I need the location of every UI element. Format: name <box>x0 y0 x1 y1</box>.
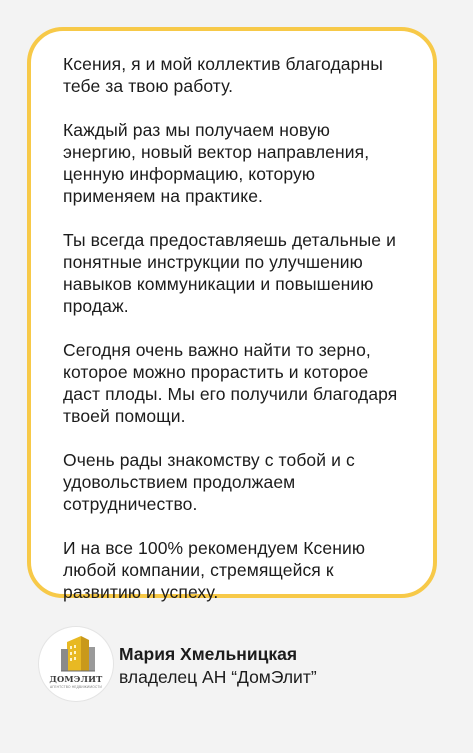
author-block <box>39 627 439 705</box>
testimonial-paragraph: Ты всегда предоставляешь детальные и понятные инструкции по улучшению навыков коммуникации и повышению продаж. <box>63 230 396 316</box>
company-logo <box>39 627 113 701</box>
testimonial-paragraph: И на все 100% рекомендуем Ксению любой компании, стремящейся к развитию и успеху. <box>63 538 366 602</box>
testimonial-paragraph: Ксения, я и мой коллектив благодарны тебе за твою работу. <box>63 54 383 96</box>
testimonial-paragraph: Очень рады знакомству с тобой и с удовольствием продолжаем сотрудничество. <box>63 450 355 514</box>
testimonial-paragraph: Сегодня очень важно найти то зерно, которое можно прорастить и которое даст плоды. Мы его получили благодаря твоей помощи. <box>63 340 398 426</box>
testimonial-card <box>27 27 437 602</box>
logo-caption: ДОМЭЛИТ <box>49 674 103 684</box>
author-name: Мария Хмельницкая <box>119 644 298 664</box>
author-role: владелец АН “ДомЭлит” <box>119 667 317 687</box>
testimonial-paragraph: Каждый раз мы получаем новую энергию, новый вектор направления, ценную информацию, которую применяем на практике. <box>63 120 370 206</box>
building-logo-icon <box>39 627 113 701</box>
logo-subcaption: АГЕНТСТВО НЕДВИЖИМОСТИ <box>50 685 102 689</box>
